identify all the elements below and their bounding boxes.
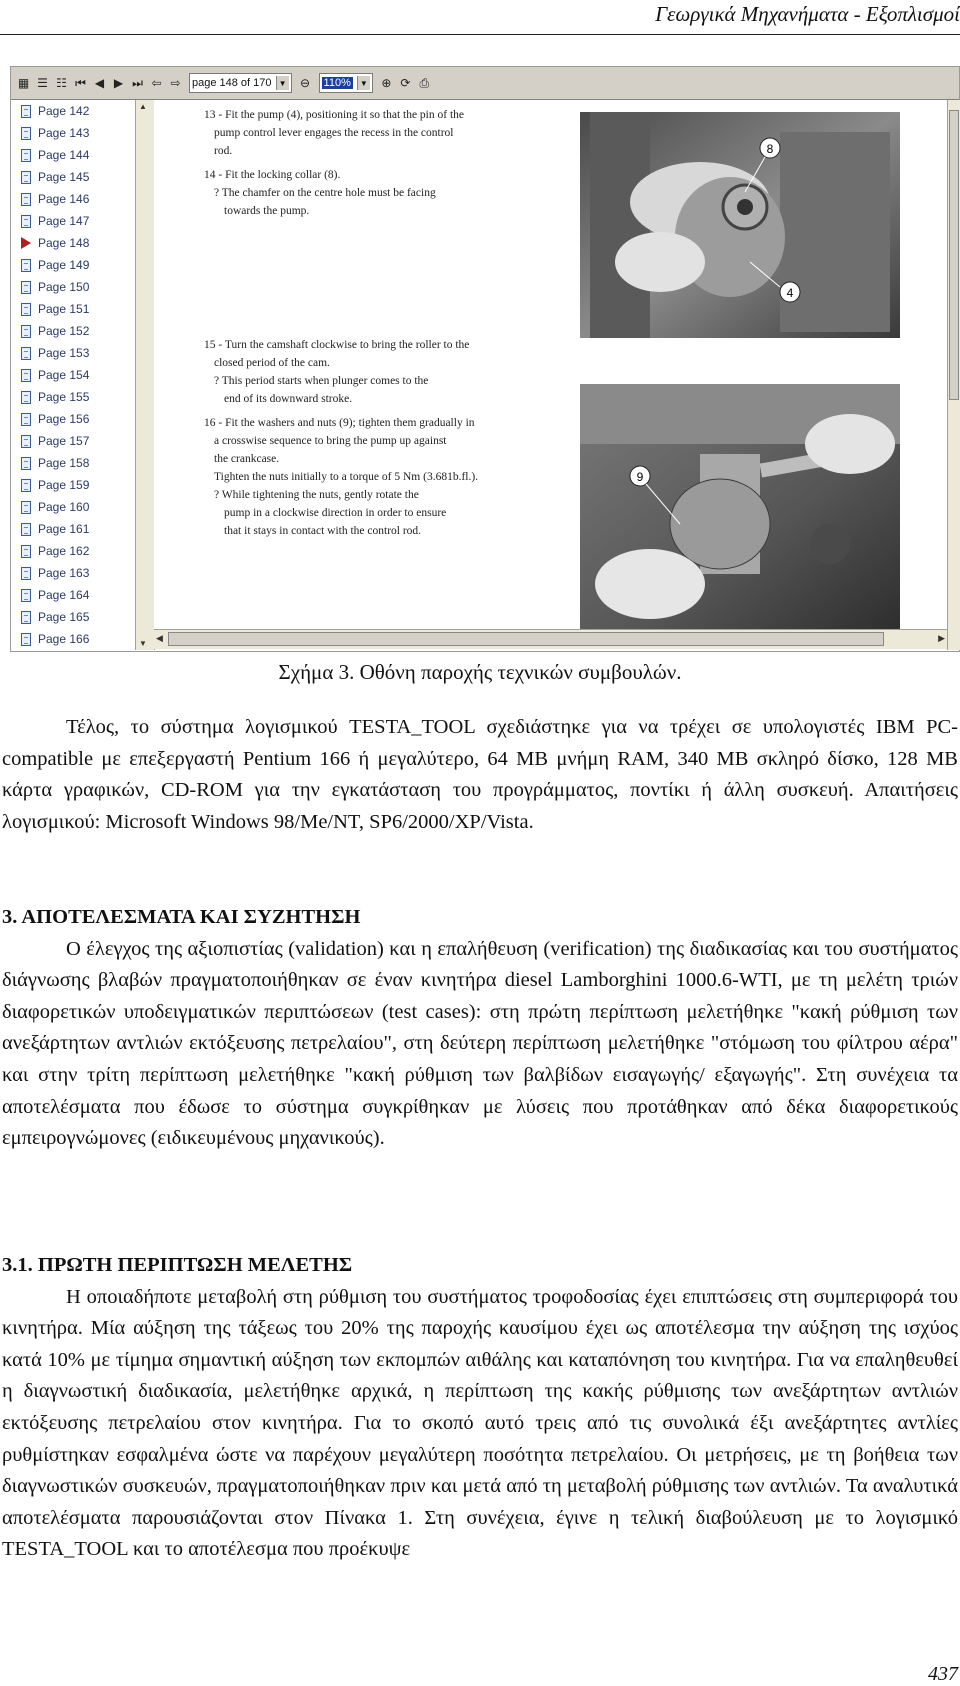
sidebar-item-label: Page 146 — [38, 192, 90, 206]
header-rule — [0, 34, 960, 35]
step-text: end of its downward stroke. — [224, 393, 353, 405]
page-icon — [21, 523, 31, 536]
sidebar-item-page[interactable] — [13, 606, 135, 628]
page-icon — [21, 215, 31, 228]
step-text: pump in a clockwise direction in order to ensure — [224, 507, 447, 519]
figure-caption: Σχήμα 3. Οθόνη παροχής τεχνικών συμβουλών. — [278, 660, 682, 684]
step-text: 13 - Fit the pump (4), positioning it so that the pin of the — [204, 109, 465, 121]
prev-page-icon[interactable]: ◀ — [94, 76, 105, 90]
sidebar-item-page[interactable] — [13, 518, 135, 540]
sidebar-item-label: Page 148 — [38, 236, 90, 250]
page-icon — [21, 501, 31, 514]
page-icon — [21, 391, 31, 404]
instruction-text — [204, 106, 534, 540]
sidebar-item-label: Page 153 — [38, 346, 90, 360]
step-text: ? The chamfer on the centre hole must be facing — [214, 187, 436, 199]
chevron-down-icon[interactable]: ▼ — [357, 76, 370, 90]
page-select[interactable] — [189, 73, 292, 93]
software-screenshot — [10, 66, 960, 652]
step-text: ? While tightening the nuts, gently rotate the — [214, 489, 419, 501]
callout-8: 8 — [766, 142, 774, 156]
step-text: Tighten the nuts initially to a torque of 5 Nm (3.681b.fl.). — [214, 471, 479, 483]
page-icon — [21, 259, 31, 272]
scroll-thumb[interactable] — [949, 110, 959, 400]
viewer-toolbar — [11, 67, 959, 100]
running-head: Γεωργικά Μηχανήματα - Εξοπλισμοί — [655, 2, 960, 26]
page-icon — [21, 369, 31, 382]
page-icon — [21, 589, 31, 602]
page-icon — [21, 149, 31, 162]
document-page — [154, 100, 947, 629]
page-number: 437 — [928, 1663, 958, 1685]
sidebar-item-label: Page 159 — [38, 478, 90, 492]
step-text: ? This period starts when plunger comes to the — [214, 375, 429, 387]
sidebar-item-label: Page 162 — [38, 544, 90, 558]
sidebar-item-page[interactable] — [13, 496, 135, 518]
step-text: 15 - Turn the camshaft clockwise to bring the roller to the — [204, 339, 470, 351]
chevron-down-icon[interactable]: ▼ — [276, 76, 289, 90]
rotate-icon[interactable]: ⟳ — [400, 76, 411, 90]
page-icon — [21, 171, 31, 184]
thumbnails-icon[interactable]: ▦ — [17, 76, 30, 90]
sidebar-item-label: Page 161 — [38, 522, 90, 536]
sidebar-item-page[interactable] — [13, 342, 135, 364]
sidebar-item-page[interactable] — [13, 320, 135, 342]
sidebar-item-label: Page 152 — [38, 324, 90, 338]
page-icon — [21, 105, 31, 118]
sidebar-item-page[interactable] — [13, 628, 135, 650]
body-section-intro — [2, 712, 958, 838]
sidebar-item-page[interactable] — [13, 430, 135, 452]
page-icon — [21, 479, 31, 492]
page-icon — [21, 127, 31, 140]
last-page-icon[interactable]: ⏭ — [132, 75, 143, 90]
scroll-up-icon[interactable]: ▲ — [139, 102, 147, 111]
sidebar-item-label: Page 160 — [38, 500, 90, 514]
page-icon — [21, 567, 31, 580]
sidebar-item-page[interactable] — [13, 122, 135, 144]
sidebar-item-page[interactable] — [13, 254, 135, 276]
sidebar-item-label: Page 154 — [38, 368, 90, 382]
sidebar-item-label: Page 149 — [38, 258, 90, 272]
engine-photo-top — [580, 112, 900, 338]
sidebar-item-page[interactable] — [13, 276, 135, 298]
paragraph: Ο έλεγχος της αξιοπιστίας (validation) και η επαλήθευση (verification) της διαδικασίας και του συστήματος διάγνωσης βλαβών πραγματοποιήθηκαν σε έναν κινητήρα diesel Lamborghini 1000.6-WTI, με τη μελέτη τριών διαφορετικών υποδειγματικών περιπτώσεων (test cases): στη πρώτη περίπτωση μελετήθηκε "κακή ρύθμιση των ανεξάρτητων αντλιών εκτόξευσης πετρελαίου", στη δεύτερη περίπτωση μελετήθηκε "στόμωση του φίλτρου αέρα" και στην τρίτη περίπτωση μελετήθηκε "κακή ρύθμιση των βαλβίδων εισαγωγής/ εξαγωγής". Στη συνέχεια τα αποτελέσματα που έδωσε το σύστημα συγκρίθηκαν με λύσεις που προτάθηκαν από δέκα διαφορετικούς εμπειρογνώμονες (ειδικευμένους μηχανικούς). — [2, 937, 958, 1150]
scroll-thumb[interactable] — [168, 632, 884, 646]
document-vertical-scrollbar[interactable] — [947, 100, 960, 650]
sidebar-item-label: Page 151 — [38, 302, 90, 316]
sidebar-item-page[interactable] — [13, 364, 135, 386]
page-icon — [21, 303, 31, 316]
sidebar-item-page[interactable] — [13, 408, 135, 430]
step-text: that it stays in contact with the control rod. — [224, 525, 422, 537]
callout-9: 9 — [636, 470, 644, 484]
page-icon — [21, 633, 31, 646]
page-list-sidebar — [13, 100, 135, 650]
sidebar-item-page[interactable] — [13, 100, 135, 122]
zoom-value: 110% — [323, 77, 351, 89]
callout-4: 4 — [786, 286, 794, 300]
step-text: pump control lever engages the recess in the control — [214, 127, 454, 139]
sidebar-item-label: Page 164 — [38, 588, 90, 602]
scroll-down-icon[interactable]: ▼ — [139, 639, 147, 648]
sidebar-item-page[interactable] — [13, 144, 135, 166]
section-heading: 3. ΑΠΟΤΕΛΕΣΜΑΤΑ ΚΑΙ ΣΥΖΗΤΗΣΗ — [2, 906, 361, 928]
sidebar-item-page[interactable] — [13, 540, 135, 562]
step-text: 14 - Fit the locking collar (8). — [204, 169, 341, 181]
page-icon — [21, 281, 31, 294]
first-page-icon[interactable]: ⏮ — [75, 75, 86, 90]
page-icon — [21, 545, 31, 558]
sidebar-item-label: Page 147 — [38, 214, 90, 228]
sidebar-item-page[interactable] — [13, 452, 135, 474]
bookmarks-icon[interactable]: ☰ — [37, 76, 48, 90]
step-text: closed period of the cam. — [214, 357, 330, 369]
sidebar-item-label: Page 165 — [38, 610, 90, 624]
sidebar-item-page[interactable] — [13, 232, 135, 254]
step-text: the crankcase. — [214, 453, 280, 465]
page-icon — [21, 325, 31, 338]
sidebar-item-page[interactable] — [13, 188, 135, 210]
sidebar-item-label: Page 142 — [38, 104, 90, 118]
sidebar-item-page[interactable] — [13, 584, 135, 606]
page-icon — [21, 193, 31, 206]
page-icon — [21, 347, 31, 360]
sidebar-item-page[interactable] — [13, 298, 135, 320]
engine-photo-bottom — [580, 384, 900, 629]
outline-icon[interactable]: ☷ — [56, 76, 67, 90]
step-text: rod. — [214, 145, 233, 157]
paragraph: Η οποιαδήποτε μεταβολή στη ρύθμιση του συστήματος τροφοδοσίας έχει επιπτώσεις στη συμπεριφορά του κινητήρα. Μία αύξηση της τάξεως του 20% της παροχής καυσίμου έχει ως αποτέλεσμα την αύξηση της ισχύος κατά 10% με τίμημα σημαντική αύξηση των εκπομπών αιθάλης και καταπόνηση του κινητήρα. Για να επαληθευθεί η διαγνωστική διαδικασία, μελετήθηκε αρχικά, η περίπτωση της κακής ρύθμισης των ανεξάρτητων αντλιών εκτόξευσης πετρελαίου στον κινητήρα. Για το σκοπό αυτό τρεις από τις συνολικά έξι ανεξάρτητες αντλίες ρυθμίστηκαν εσφαλμένα ώστε να παρέχουν μεγαλύτερη ποσότητα πετρελαίου. Οι μετρήσεις, με τη βοήθεια των διαγνωστικών συσκευών, πραγματοποιήθηκαν πριν και μετά από τη μεταβολή ρύθμισης των αντλιών. Τα αναλυτικά αποτελέσματα παρουσιάζονται στον Πίνακα 1. Στη συνέχεια, έγινε η τελική διαβούλευση με το λογισμικό TESTA_TOOL και το αποτέλεσμα που προέκυψε — [2, 1285, 958, 1561]
sidebar-item-label: Page 156 — [38, 412, 90, 426]
zoom-in-icon[interactable]: ⊕ — [381, 76, 392, 90]
print-icon[interactable]: ⎙ — [419, 75, 430, 90]
page-icon — [21, 413, 31, 426]
current-page-arrow-icon — [21, 237, 31, 249]
sidebar-item-label: Page 163 — [38, 566, 90, 580]
sidebar-scrollbar[interactable] — [135, 100, 155, 650]
back-icon[interactable]: ⇦ — [151, 76, 162, 90]
sidebar-item-label: Page 155 — [38, 390, 90, 404]
next-page-icon[interactable]: ▶ — [113, 76, 124, 90]
forward-icon[interactable]: ⇨ — [170, 76, 181, 90]
page-icon — [21, 435, 31, 448]
zoom-select[interactable] — [319, 73, 373, 93]
body-section-3-1 — [2, 1250, 958, 1566]
page-icon — [21, 457, 31, 470]
sidebar-item-label: Page 158 — [38, 456, 90, 470]
sidebar-item-page[interactable] — [13, 386, 135, 408]
sidebar-item-label: Page 150 — [38, 280, 90, 294]
sidebar-item-label: Page 145 — [38, 170, 90, 184]
page-icon — [21, 611, 31, 624]
step-text: a crosswise sequence to bring the pump up against — [214, 435, 447, 447]
document-horizontal-scrollbar[interactable] — [154, 629, 947, 649]
sidebar-item-page[interactable] — [13, 474, 135, 496]
sidebar-item-label: Page 166 — [38, 632, 90, 646]
sidebar-item-label: Page 144 — [38, 148, 90, 162]
section-heading: 3.1. ΠΡΩΤΗ ΠΕΡΙΠΤΩΣΗ ΜΕΛΕΤΗΣ — [2, 1254, 353, 1276]
sidebar-item-page[interactable] — [13, 210, 135, 232]
sidebar-item-label: Page 143 — [38, 126, 90, 140]
paragraph: Τέλος, το σύστημα λογισμικού TESTA_TOOL σχεδιάστηκε για να τρέχει σε υπολογιστές IBM PC-compatible με επεξεργαστή Pentium 166 ή μεγαλύτερο, 64 MB μνήμη RAM, 340 MB σκληρό δίσκο, 128 MB κάρτα γραφικών, CD-ROM για την εγκατάσταση του προγράμματος, ποντίκι ή άλλη συσκευή. Απαιτήσεις λογισμικού: Microsoft Windows 98/Me/NT, SP6/2000/XP/Vista. — [2, 716, 958, 833]
page-select-value: page 148 of 170 — [192, 77, 272, 89]
body-section-3 — [2, 902, 958, 1155]
sidebar-item-page[interactable] — [13, 166, 135, 188]
sidebar-item-page[interactable] — [13, 562, 135, 584]
scroll-right-icon[interactable]: ▶ — [938, 633, 945, 643]
scroll-left-icon[interactable]: ◀ — [156, 633, 163, 643]
zoom-out-icon[interactable]: ⊖ — [300, 76, 311, 90]
sidebar-item-label: Page 157 — [38, 434, 90, 448]
step-text: towards the pump. — [224, 205, 310, 217]
step-text: 16 - Fit the washers and nuts (9); tighten them gradually in — [204, 417, 475, 429]
